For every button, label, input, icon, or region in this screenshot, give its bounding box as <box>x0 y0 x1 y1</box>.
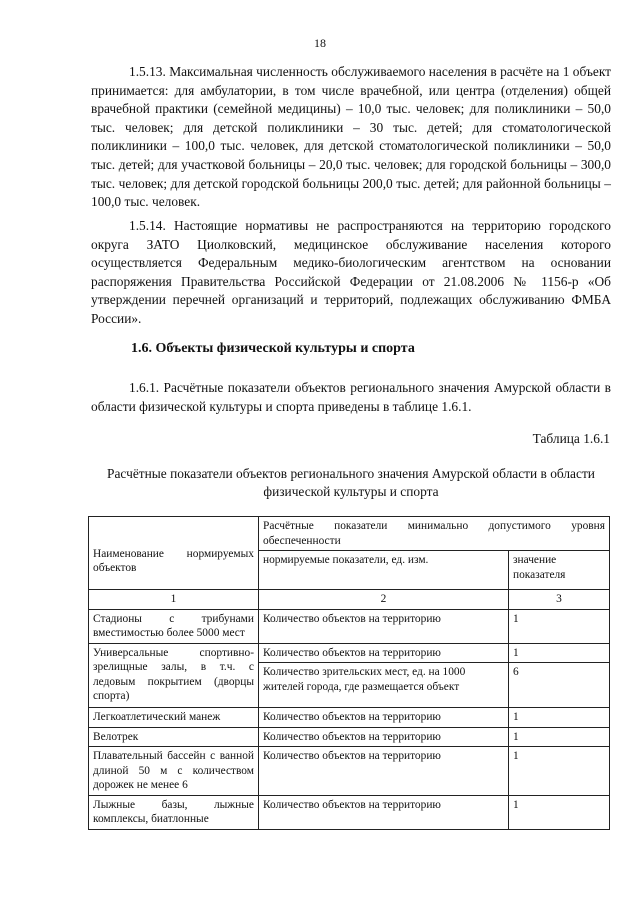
table-row <box>89 795 610 829</box>
paragraph-text: 1.5.14. Настоящие нормативы не распространяются на территорию городского округа ЗАТО Циолковский, медицинское обслуживание населения которого осуществляется Федеральным медико-биологическим агентством на основании распоряжения Правительства Российской Федерации от 21.08.2006 № 1156-р «Об утверждении перечней организаций и территорий, подлежащих обслуживанию ФМБА России». <box>91 218 611 326</box>
table-row <box>89 643 610 663</box>
row-indicator: Количество объектов на территорию <box>259 747 509 796</box>
table-title: Расчётные показатели объектов регионального значения Амурской области в области физической культуры и спорта <box>107 466 595 499</box>
row-value: 6 <box>509 663 610 708</box>
row-value: 1 <box>509 708 610 728</box>
row-object: Плавательный бассейн с ванной длиной 50 м с количеством дорожек не менее 6 <box>89 747 259 796</box>
row-indicator: Количество объектов на территорию <box>259 727 509 747</box>
column-number: 1 <box>89 590 259 610</box>
row-value: 1 <box>509 643 610 663</box>
table-row <box>89 727 610 747</box>
header-indicator-col: нормируемые показатели, ед. изм. <box>259 551 509 590</box>
norms-table <box>88 516 610 830</box>
row-value: 1 <box>509 609 610 643</box>
column-number: 2 <box>259 590 509 610</box>
row-object: Стадионы с трибунами вместимостью более 5000 мест <box>89 609 259 643</box>
row-object: Легкоатлетический манеж <box>89 708 259 728</box>
row-object: Лыжные базы, лыжные комплексы, биатлонные <box>89 795 259 829</box>
table-row <box>89 609 610 643</box>
header-value-col: значение показателя <box>509 551 610 590</box>
row-indicator: Количество объектов на территорию <box>259 708 509 728</box>
paragraph-1-5-14 <box>91 217 611 329</box>
page-number: 18 <box>314 36 326 50</box>
paragraph-text: 1.6.1. Расчётные показатели объектов регионального значения Амурской области в области физической культуры и спорта приведены в таблице 1.6.1. <box>91 380 611 414</box>
table-label: Таблица 1.6.1 <box>532 431 610 446</box>
table-header-row <box>89 517 610 551</box>
row-object: Универсальные спортивно-зрелищные залы, в т.ч. с ледовым покрытием (дворцы спорта) <box>89 643 259 708</box>
row-value: 1 <box>509 795 610 829</box>
table-row <box>89 708 610 728</box>
paragraph-text: 1.5.13. Максимальная численность обслуживаемого населения в расчёте на 1 объект принимается: для амбулатории, в том числе врачебной, или центра (отделения) общей врачебной практики (семейной медицины) – 10,0 тыс. человек; для поликлиники – 50,0 тыс. человек; для детской поликлиники – 30 тыс. детей; для стоматологической поликлиники – 100,0 тыс. человек, для детской стоматологической поликлиники – 50,0 тыс. детей; для участковой больницы – 20,0 тыс. человек; для городской больницы – 300,0 тыс. человек; для детской городской больницы 200,0 тыс. детей; для районной больницы – 100,0 тыс. человек. <box>91 64 611 210</box>
header-group: Расчётные показатели минимально допустимого уровня обеспеченности <box>259 517 610 551</box>
header-name-col: Наименование нормируемых объектов <box>89 517 259 590</box>
row-value: 1 <box>509 727 610 747</box>
row-value: 1 <box>509 747 610 796</box>
row-indicator: Количество объектов на территорию <box>259 609 509 643</box>
column-number: 3 <box>509 590 610 610</box>
section-heading: 1.6. Объекты физической культуры и спорта <box>131 341 415 356</box>
row-indicator: Количество зрительских мест, ед. на 1000 жителей города, где размещается объект <box>259 663 509 708</box>
row-object: Велотрек <box>89 727 259 747</box>
paragraph-1-5-13 <box>91 63 611 212</box>
table-row <box>89 747 610 796</box>
row-indicator: Количество объектов на территорию <box>259 795 509 829</box>
column-number-row <box>89 590 610 610</box>
paragraph-1-6-1 <box>91 379 611 416</box>
row-indicator: Количество объектов на территорию <box>259 643 509 663</box>
